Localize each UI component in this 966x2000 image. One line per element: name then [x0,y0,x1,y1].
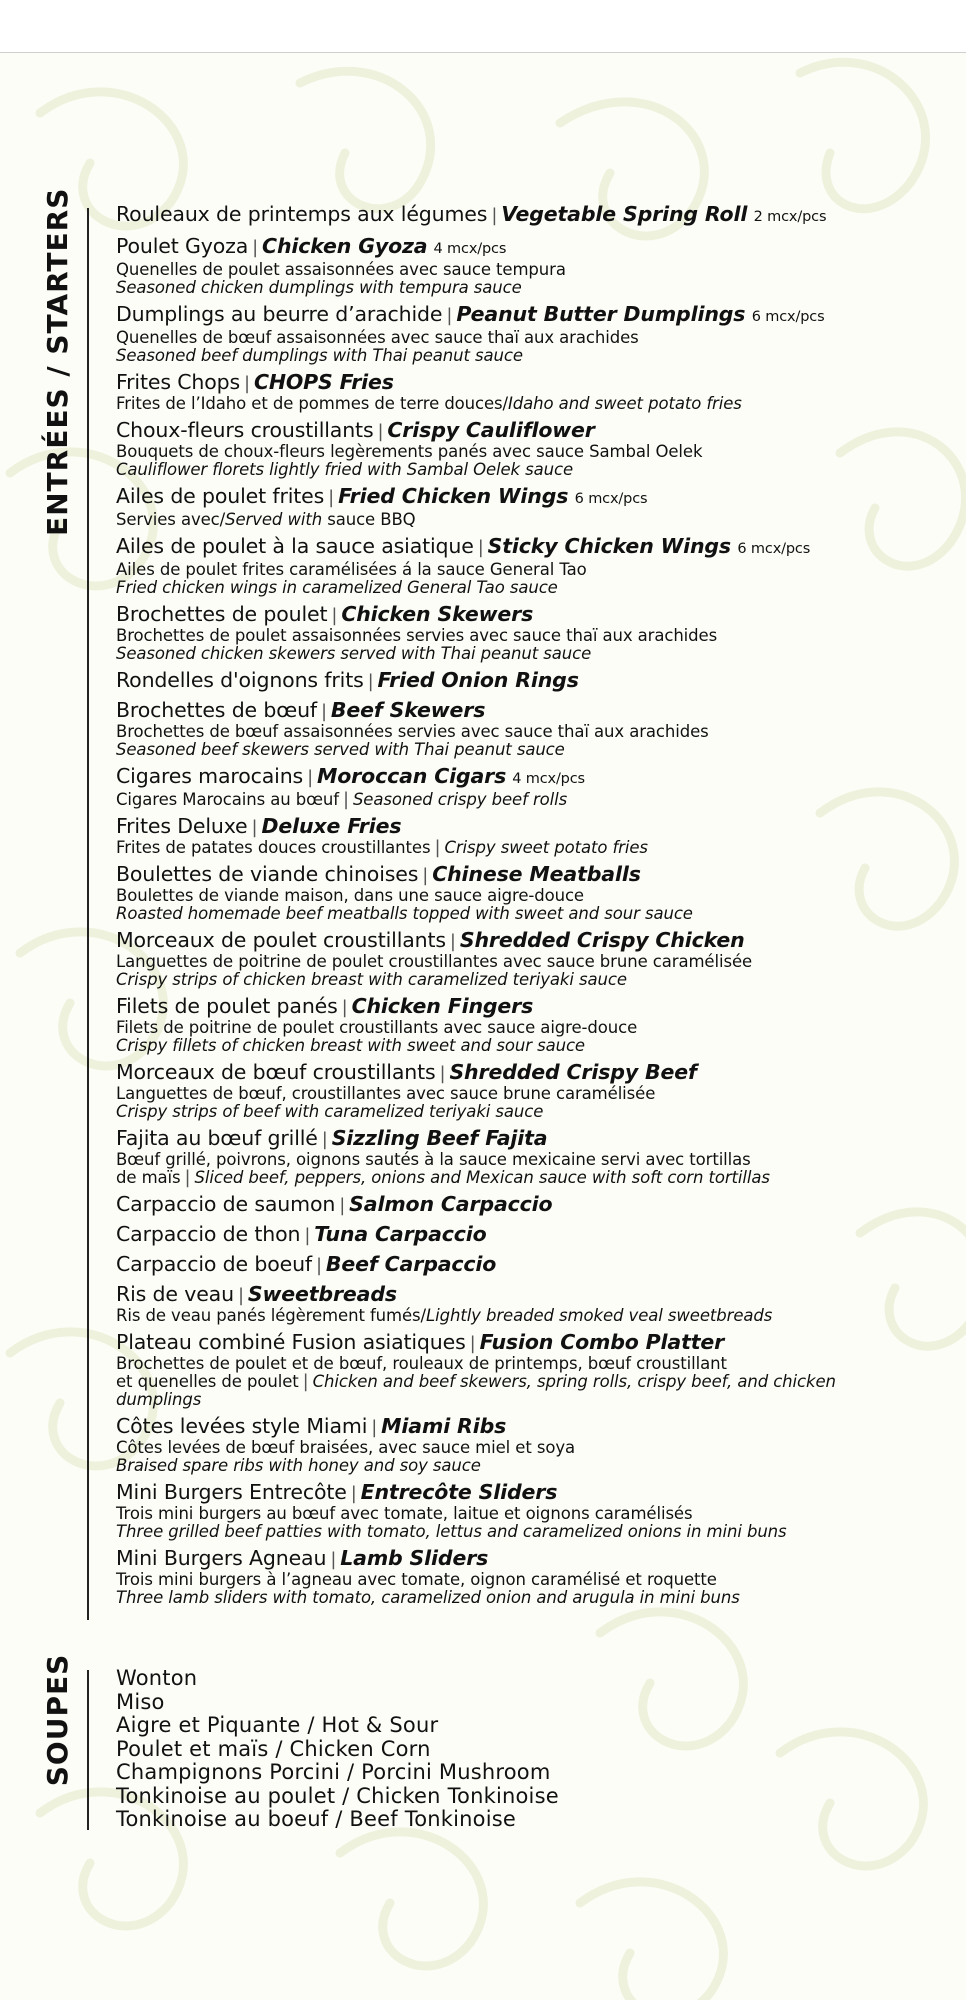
list-item: Morceaux de bœuf croustillants | Shredded Crispy Beef Languettes de bœuf, croustillantes avec sauce brune caramélisée Crispy strips of beef with caramelized teriyaki sauce [116,1060,697,1121]
starters-divider-line [87,208,89,1620]
soups-list [116,1667,559,1832]
list-item: Fajita au bœuf grillé | Sizzling Beef Fajita Bœuf grillé, poivrons, oignons sautés à la sauce mexicaine servi avec tortillas de maïs | Sliced beef, peppers, onions and Mexican sauce with soft corn tortillas [116,1126,770,1188]
list-item: Ailes de poulet à la sauce asiatique | Sticky Chicken Wings 6 mcx/pcs Ailes de poulet frites caramélisées á la sauce General Tao Fried chicken wings in caramelized General Tao sauce [116,534,811,597]
list-item: Dumplings au beurre d’arachide | Peanut Butter Dumplings 6 mcx/pcs Quenelles de bœuf assaisonnées avec sauce thaï aux arachides Seasoned beef dumplings with Thai peanut sauce [116,302,825,365]
list-item: Choux-fleurs croustillants | Crispy Cauliflower Bouquets de choux-fleurs legèrements panés avec sauce Sambal Oelek Cauliflower florets lightly fried with Sambal Oelek sauce [116,418,703,479]
list-item: Frites Deluxe | Deluxe Fries Frites de patates douces croustillantes | Crispy sweet potato fries [116,814,648,858]
list-item: Carpaccio de thon | Tuna Carpaccio [116,1222,487,1246]
list-item: Carpaccio de boeuf | Beef Carpaccio [116,1252,497,1276]
list-item: Tonkinoise au poulet / Chicken Tonkinoise [116,1783,559,1808]
list-item: Rondelles d'oignons frits | Fried Onion Rings [116,668,579,692]
list-item: Ris de veau | Sweetbreads Ris de veau panés légèrement fumés/Lightly breaded smoked veal sweetbreads [116,1282,773,1325]
list-item: Poulet et maïs / Chicken Corn [116,1736,431,1761]
soups-divider-line [87,1670,89,1830]
list-item: Boulettes de viande chinoises | Chinese Meatballs Boulettes de viande maison, dans une sauce aigre-douce Roasted homemade beef meatballs topped with sweet and sour sauce [116,862,693,923]
list-item: Miso [116,1689,165,1714]
soups-section-title: SOUPES [41,1653,74,1787]
list-item: Brochettes de poulet | Chicken Skewers Brochettes de poulet assaisonnées servies avec sauce thaï aux arachides Seasoned chicken skewers served with Thai peanut sauce [116,602,718,663]
list-item: Wonton [116,1666,198,1690]
list-item: Côtes levées style Miami | Miami Ribs Côtes levées de bœuf braisées, avec sauce miel et soya Braised spare ribs with honey and soy sauce [116,1414,576,1475]
list-item: Rouleaux de printemps aux légumes | Vegetable Spring Roll 2 mcx/pcs [116,202,827,226]
list-item: Plateau combiné Fusion asiatiques | Fusion Combo Platter Brochettes de poulet et de bœuf, rouleaux de printemps, bœuf croustillant et quenelles de poulet | Chicken and beef skewers, spring rolls, crispy beef, and chicken dumplings [116,1330,836,1409]
list-item: Frites Chops | CHOPS Fries Frites de l’Idaho et de pommes de terre douces/Idaho and sweet potato fries [116,370,742,413]
list-item: Ailes de poulet frites | Fried Chicken Wings 6 mcx/pcs Servies avec/Served with sauce BBQ [116,484,648,529]
list-item: Poulet Gyoza | Chicken Gyoza 4 mcx/pcs Quenelles de poulet assaisonnées avec sauce tempura Seasoned chicken dumplings with tempura sauce [116,234,566,297]
starters-list [116,203,876,1613]
starters-section-title: ENTRÉES / STARTERS [41,187,74,536]
list-item: Filets de poulet panés | Chicken Fingers Filets de poitrine de poulet croustillants avec sauce aigre-douce Crispy fillets of chicken breast with sweet and sour sauce [116,994,638,1055]
list-item: Cigares marocains | Moroccan Cigars 4 mcx/pcs Cigares Marocains au bœuf | Seasoned crispy beef rolls [116,764,585,810]
list-item: Mini Burgers Entrecôte | Entrecôte Sliders Trois mini burgers au bœuf avec tomate, laitue et oignons caramélisés Three grilled beef patties with tomato, lettus and caramelized onions in mini buns [116,1480,787,1541]
list-item: Carpaccio de saumon | Salmon Carpaccio [116,1192,553,1216]
list-item: Brochettes de bœuf | Beef Skewers Brochettes de bœuf assaisonnées servies avec sauce thaï aux arachides Seasoned beef skewers served with Thai peanut sauce [116,698,709,759]
list-item: Tonkinoise au boeuf / Beef Tonkinoise [116,1807,517,1831]
list-item: Morceaux de poulet croustillants | Shredded Crispy Chicken Languettes de poitrine de poulet croustillantes avec sauce brune caramélisée Crispy strips of chicken breast with caramelized teriyaki sauce [116,928,753,989]
list-item: Champignons Porcini / Porcini Mushroom [116,1760,551,1784]
list-item: Mini Burgers Agneau | Lamb Sliders Trois mini burgers à l’agneau avec tomate, oignon caramélisé et roquette Three lamb sliders with tomato, caramelized onion and arugula in mini buns [116,1546,740,1607]
list-item: Aigre et Piquante / Hot & Sour [116,1713,439,1737]
top-bar [0,0,966,53]
